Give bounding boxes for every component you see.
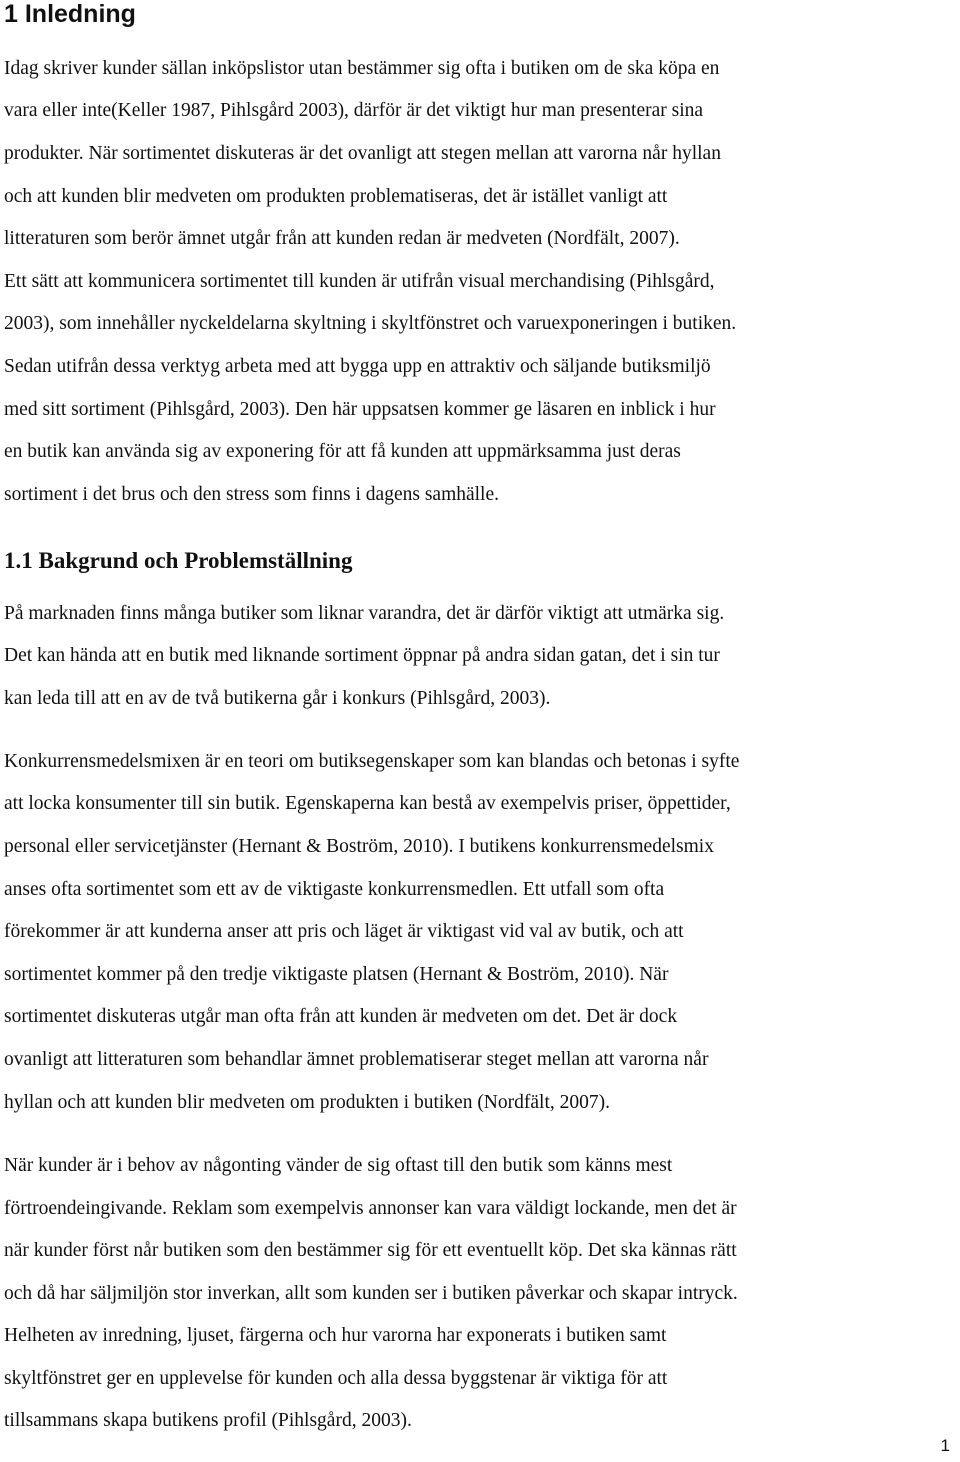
text-line: sortimentet diskuteras utgår man ofta från att kunden är medveten om det. Det är dock bbox=[4, 1006, 678, 1027]
text-line: sortiment i det brus och den stress som finns i dagens samhälle. bbox=[4, 484, 500, 505]
text-line: och då har säljmiljön stor inverkan, allt som kunden ser i butiken påverkar och skapar intryck. bbox=[4, 1283, 738, 1304]
text-line: med sitt sortiment (Pihlsgård, 2003). Den här uppsatsen kommer ge läsaren en inblick i hur bbox=[4, 399, 716, 420]
text-line: anses ofta sortimentet som ett av de viktigaste konkurrensmedlen. Ett utfall som ofta bbox=[4, 879, 665, 900]
text-line: tillsammans skapa butikens profil (Pihlsgård, 2003). bbox=[4, 1410, 412, 1431]
text-line: På marknaden finns många butiker som liknar varandra, det är därför viktigt att utmärka sig. bbox=[4, 603, 725, 624]
text-line: kan leda till att en av de två butikerna går i konkurs (Pihlsgård, 2003). bbox=[4, 688, 551, 709]
text-line: produkter. När sortimentet diskuteras är det ovanligt att stegen mellan att varorna når hyllan bbox=[4, 143, 721, 164]
page-number: 1 bbox=[940, 1436, 950, 1455]
text-line: förtroendeingivande. Reklam som exempelvis annonser kan vara väldigt lockande, men det är bbox=[4, 1198, 737, 1219]
text-line: sortimentet kommer på den tredje viktigaste platsen (Hernant & Boström, 2010). När bbox=[4, 964, 669, 985]
text-line: när kunder först når butiken som den bestämmer sig för ett eventuellt köp. Det ska kännas rätt bbox=[4, 1240, 737, 1261]
text-line: Konkurrensmedelsmixen är en teori om butiksegenskaper som kan blandas och betonas i syfte bbox=[4, 751, 740, 772]
text-line: Idag skriver kunder sällan inköpslistor utan bestämmer sig ofta i butiken om de ska köpa en bbox=[4, 58, 720, 79]
text-line: Helheten av inredning, ljuset, färgerna och hur varorna har exponerats i butiken samt bbox=[4, 1325, 667, 1346]
text-line: När kunder är i behov av någonting vänder de sig oftast till den butik som känns mest bbox=[4, 1155, 673, 1176]
heading-inledning: 1 Inledning bbox=[4, 0, 136, 28]
text-line: förekommer är att kunderna anser att pris och läget är viktigast vid val av butik, och att bbox=[4, 921, 684, 942]
heading-bakgrund: 1.1 Bakgrund och Problemställning bbox=[4, 548, 353, 573]
text-line: skyltfönstret ger en upplevelse för kunden och alla dessa byggstenar är viktiga för att bbox=[4, 1368, 668, 1389]
text-line: ovanligt att litteraturen som behandlar ämnet problematiserar steget mellan att varorna når bbox=[4, 1049, 709, 1070]
text-line: Sedan utifrån dessa verktyg arbeta med att bygga upp en attraktiv och säljande butiksmiljö bbox=[4, 356, 711, 377]
text-line: Det kan hända att en butik med liknande sortiment öppnar på andra sidan gatan, det i sin tur bbox=[4, 645, 720, 666]
text-line: hyllan och att kunden blir medveten om produkten i butiken (Nordfält, 2007). bbox=[4, 1092, 610, 1113]
text-line: och att kunden blir medveten om produkten problematiseras, det är istället vanligt att bbox=[4, 186, 668, 207]
text-line: litteraturen som berör ämnet utgår från att kunden redan är medveten (Nordfält, 2007). bbox=[4, 228, 680, 249]
text-line: en butik kan använda sig av exponering för att få kunden att uppmärksamma just deras bbox=[4, 441, 681, 462]
text-line: Ett sätt att kommunicera sortimentet till kunden är utifrån visual merchandising (Pihlsgård, bbox=[4, 271, 715, 292]
text-line: att locka konsumenter till sin butik. Egenskaperna kan bestå av exempelvis priser, öppettider, bbox=[4, 793, 731, 814]
text-line: 2003), som innehåller nyckeldelarna skyltning i skyltfönstret och varuexponeringen i butiken. bbox=[4, 313, 737, 334]
text-line: vara eller inte(Keller 1987, Pihlsgård 2003), därför är det viktigt hur man presenterar sina bbox=[4, 100, 704, 121]
text-line: personal eller servicetjänster (Hernant & Boström, 2010). I butikens konkurrensmedelsmix bbox=[4, 836, 714, 857]
